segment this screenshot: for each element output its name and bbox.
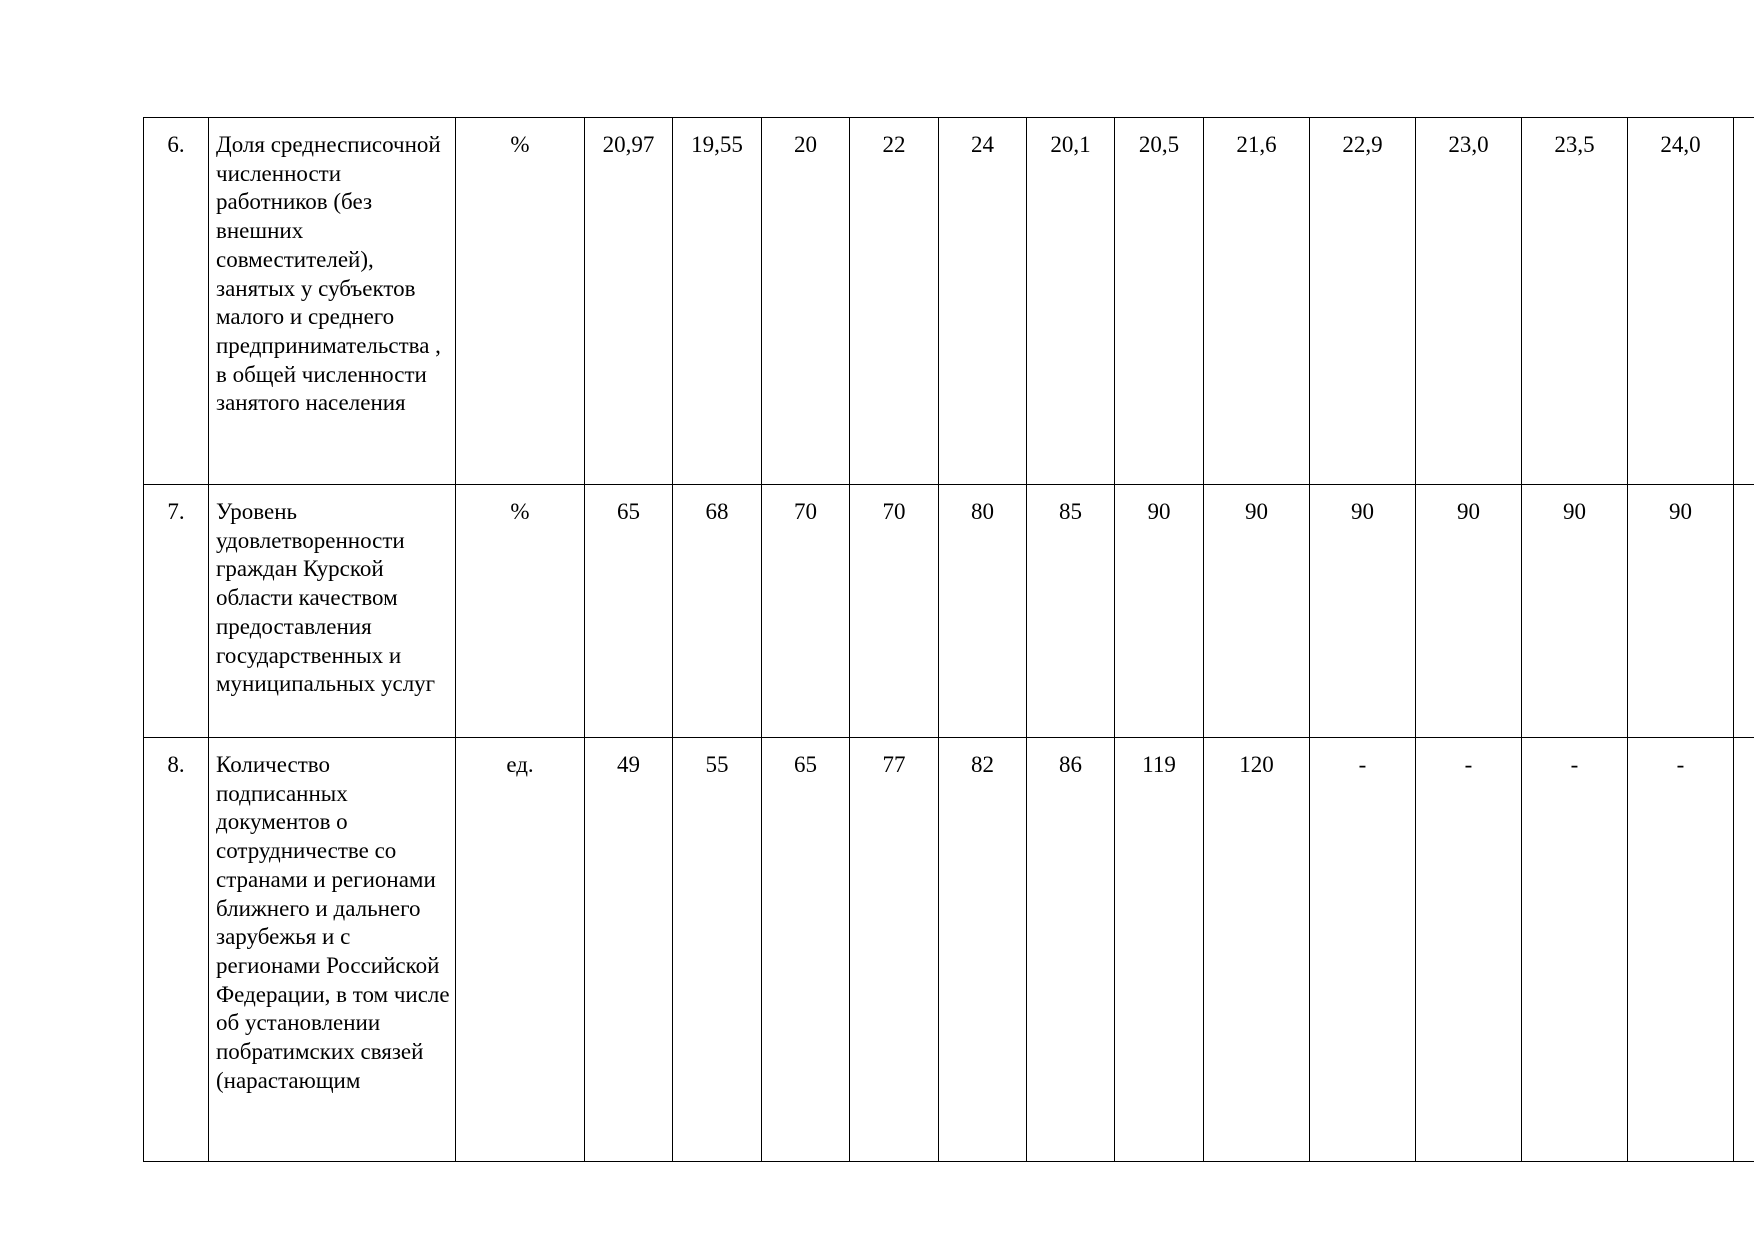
value-cell: - [1416, 738, 1522, 1162]
value-cell: 90 [1204, 485, 1310, 738]
value-cell: 19,55 [673, 118, 762, 485]
value-cell: 55 [673, 738, 762, 1162]
row-number: 8. [144, 738, 209, 1162]
value-cell: 90 [1115, 485, 1204, 738]
value-cell: 80 [939, 485, 1027, 738]
value-cell: 90 [1310, 485, 1416, 738]
value-cell: 90 [1522, 485, 1628, 738]
value-cell: 20,1 [1027, 118, 1115, 485]
value-cell: 22 [850, 118, 939, 485]
value-cell: - [1310, 738, 1416, 1162]
value-cell: 90 [1416, 485, 1522, 738]
value-cell: - [1522, 738, 1628, 1162]
value-cell: 90 [1628, 485, 1734, 738]
value-cell: 70 [762, 485, 850, 738]
value-cell: 23,5 [1522, 118, 1628, 485]
indicator-description: Количество подписанных документов о сотрудничестве со странами и регионами ближнего и дальнего зарубежья и с регионами Российской Федерации, в том числе об установлении побратимских связей (нарастающим [209, 738, 456, 1162]
value-cell: 24 [939, 118, 1027, 485]
value-cell: 24,0 [1628, 118, 1734, 485]
value-cell: 68 [673, 485, 762, 738]
value-cell: - [1628, 738, 1734, 1162]
value-cell: 21,6 [1204, 118, 1310, 485]
indicator-description: Уровень удовлетворенности граждан Курской области качеством предоставления государственных и муниципальных услуг [209, 485, 456, 738]
value-cell: 70 [850, 485, 939, 738]
value-cell: 20,5 [1115, 118, 1204, 485]
value-cell: 65 [762, 738, 850, 1162]
value-cell [1734, 738, 1754, 1162]
row-number: 6. [144, 118, 209, 485]
value-cell: 77 [850, 738, 939, 1162]
unit-cell: ед. [456, 738, 585, 1162]
value-cell [1734, 485, 1754, 738]
value-cell: 119 [1115, 738, 1204, 1162]
value-cell [1734, 118, 1754, 485]
value-cell: 20,97 [585, 118, 673, 485]
value-cell: 49 [585, 738, 673, 1162]
value-cell: 120 [1204, 738, 1310, 1162]
value-cell: 65 [585, 485, 673, 738]
value-cell: 82 [939, 738, 1027, 1162]
table-row [144, 118, 1754, 485]
value-cell: 86 [1027, 738, 1115, 1162]
unit-cell: % [456, 485, 585, 738]
value-cell: 23,0 [1416, 118, 1522, 485]
indicator-description: Доля среднесписочной численности работников (без внешних совместителей), занятых у субъектов малого и среднего предпринимательства , в общей численности занятого населения [209, 118, 456, 485]
row-number: 7. [144, 485, 209, 738]
value-cell: 20 [762, 118, 850, 485]
table-row [144, 738, 1754, 1162]
value-cell: 22,9 [1310, 118, 1416, 485]
table-row [144, 485, 1754, 738]
value-cell: 85 [1027, 485, 1115, 738]
indicators-table [143, 117, 1754, 1162]
unit-cell: % [456, 118, 585, 485]
